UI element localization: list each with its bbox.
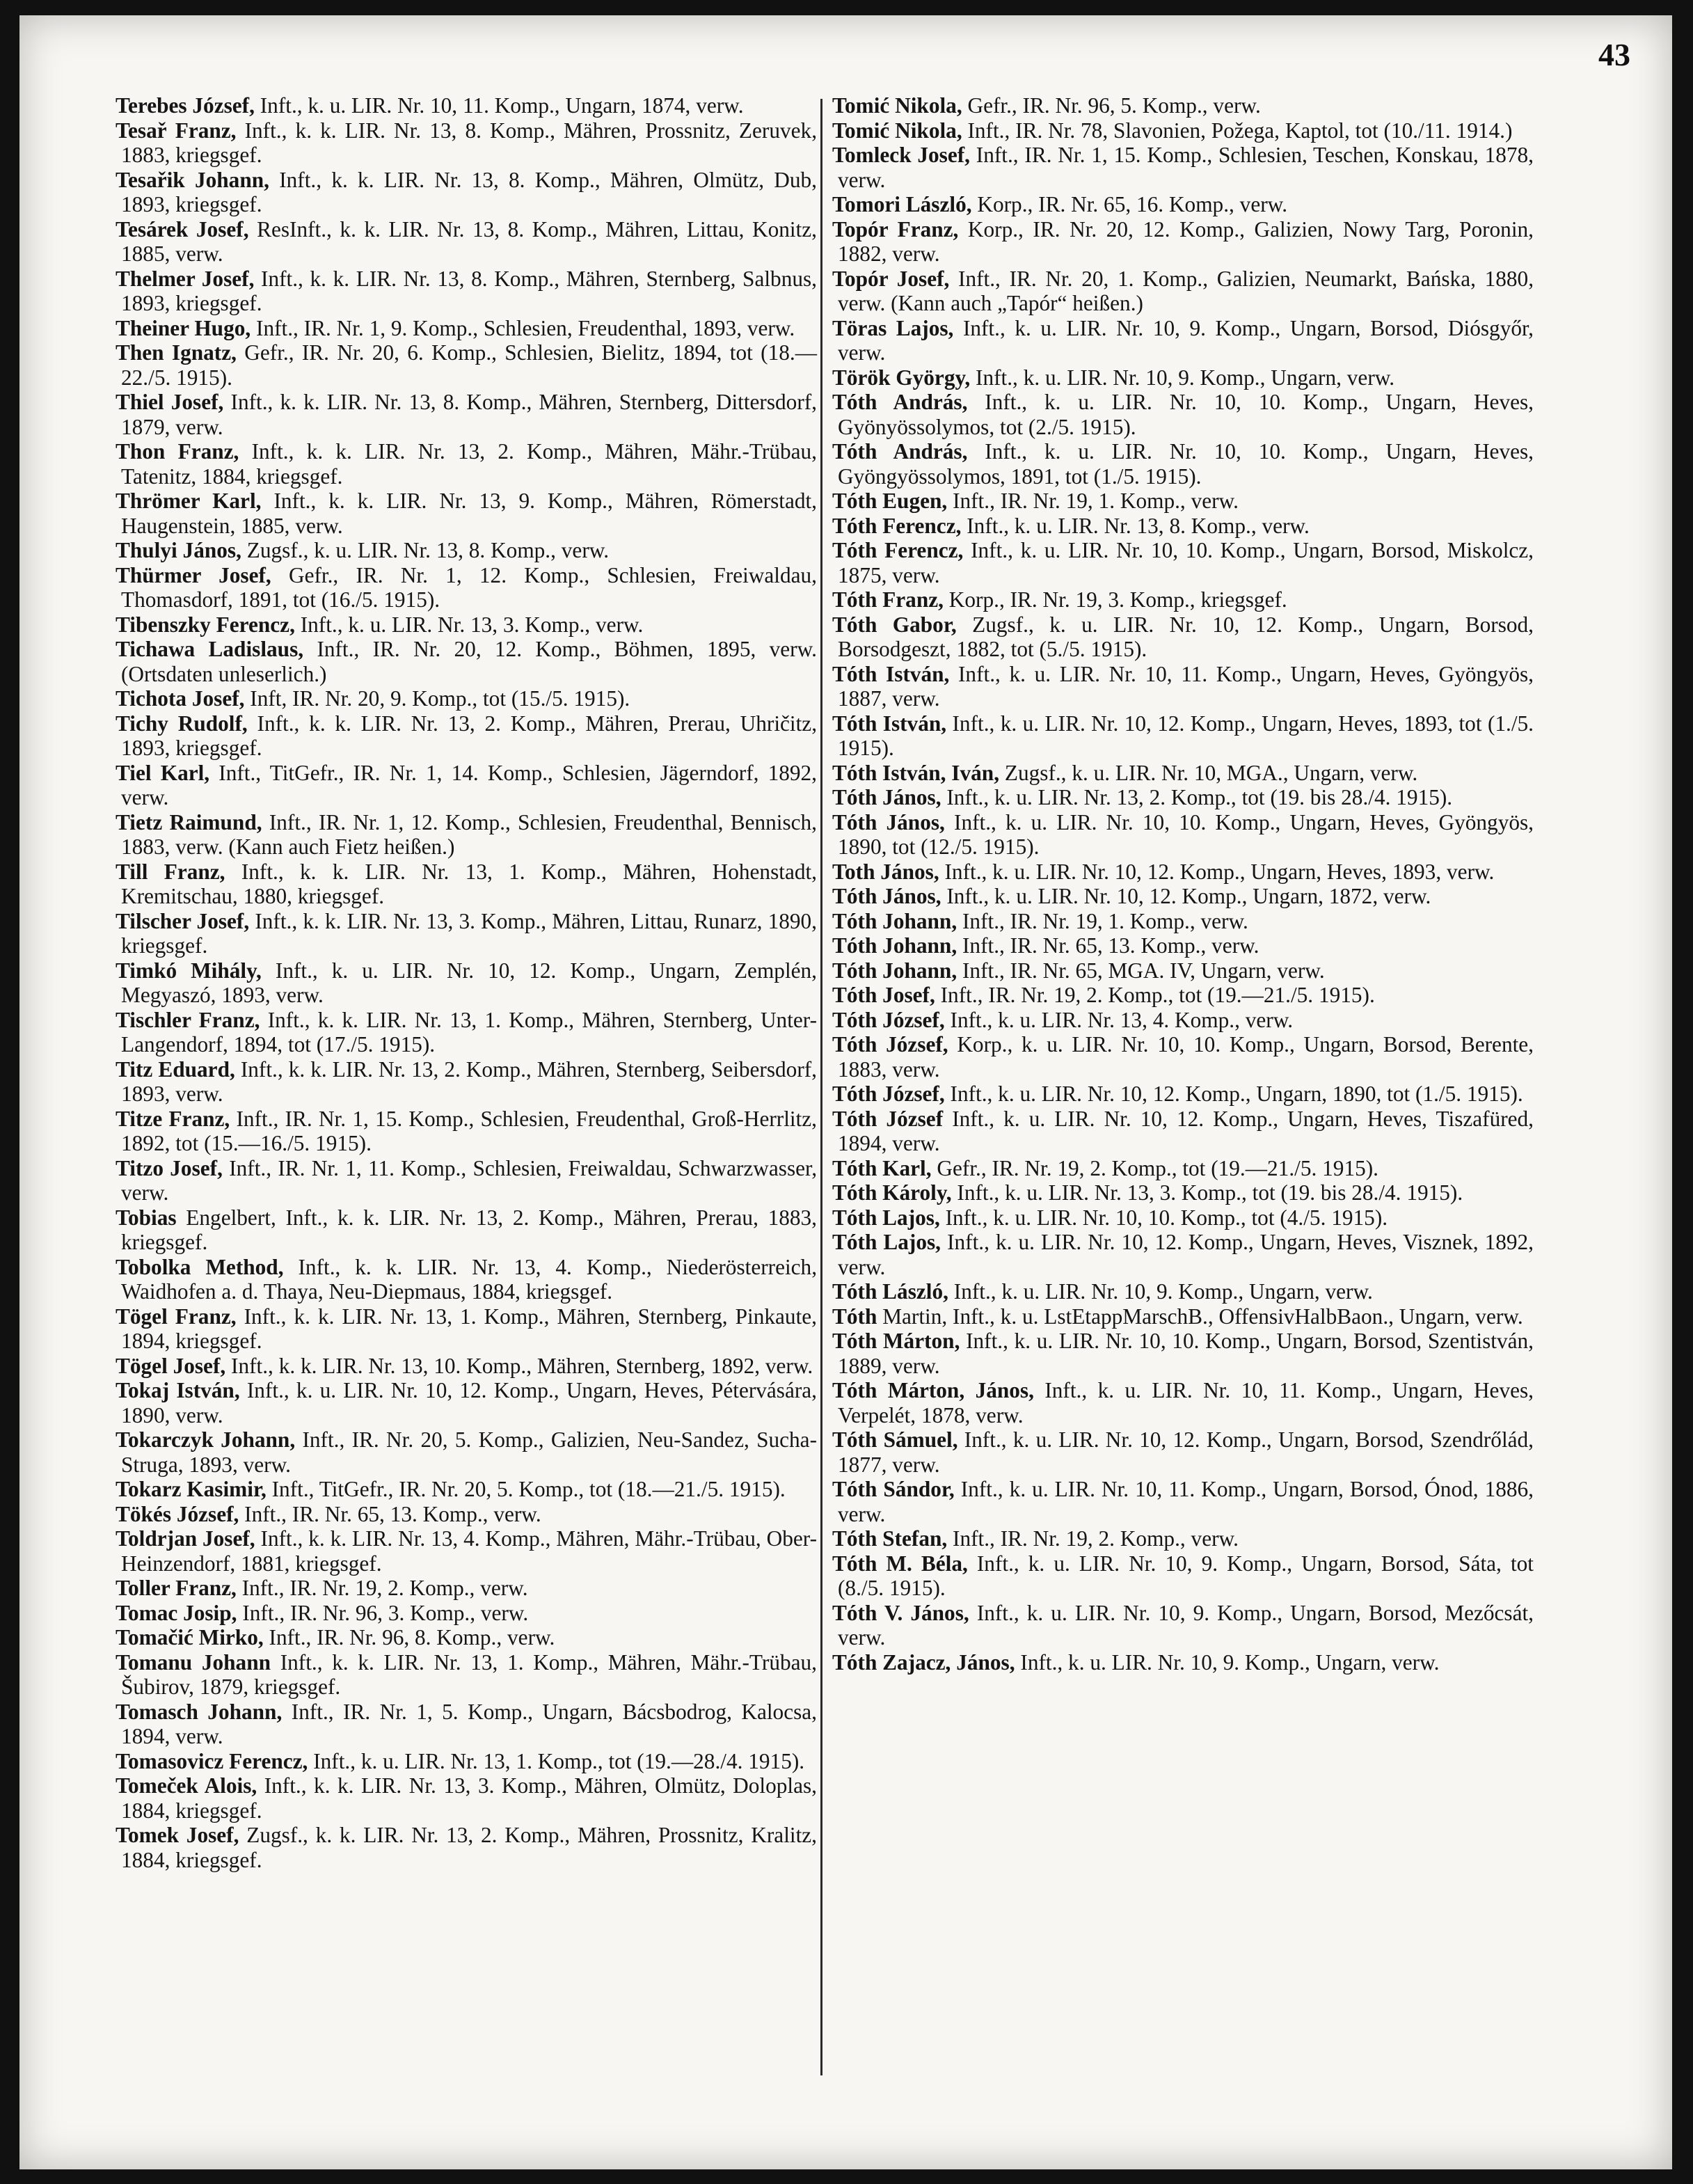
entry-surname: Titze Franz,: [116, 1106, 230, 1131]
entry-details: Inft., k. k. LIR. Nr. 13, 8. Komp., Mähren, Sternberg, Dittersdorf, 1879, verw.: [121, 390, 817, 439]
list-entry: [832, 1477, 1534, 1526]
entry-details: Inft., IR. Nr. 19, 2. Komp., verw.: [953, 1526, 1239, 1551]
entry-details: Inft., k. u. LIR. Nr. 10, 10. Komp., tot (4./5. 1915).: [945, 1205, 1388, 1230]
list-entry: [832, 217, 1534, 267]
list-entry: [116, 810, 817, 860]
entry-surname: Tibenszky Ferencz,: [116, 612, 295, 637]
page-number: 43: [1598, 37, 1630, 72]
entry-surname: Tóth Johann,: [832, 908, 957, 933]
entry-surname: Tóth András,: [832, 390, 968, 414]
list-entry: [832, 761, 1534, 786]
entry-surname: Tökés József,: [116, 1501, 239, 1526]
entry-details: Inft., IR. Nr. 19, 2. Komp., verw.: [241, 1576, 528, 1600]
entry-surname: Toth János,: [832, 859, 939, 884]
entry-details: Korp., IR. Nr. 19, 3. Komp., kriegsgef.: [948, 587, 1287, 612]
entry-surname: Tomasch Johann,: [116, 1699, 283, 1724]
entry-details: Inft., k. u. LIR. Nr. 10, 11. Komp., Ungarn, Borsod, Ónod, 1886, verw.: [838, 1477, 1534, 1526]
entry-details: Inft., k. u. LIR. Nr. 10, 10. Komp., Ungarn, Heves, Gyönyössolymos, tot (2./5. 1915).: [838, 390, 1534, 439]
entry-details: Korp., IR. Nr. 20, 12. Komp., Galizien, Nowy Targ, Poronin, 1882, verw.: [838, 216, 1534, 266]
list-entry: [116, 1205, 817, 1255]
entry-surname: Tóth István,: [832, 661, 950, 686]
list-entry: [832, 1378, 1534, 1427]
list-entry: [832, 439, 1534, 489]
entry-details: ResInft., k. k. LIR. Nr. 13, 8. Komp., Mähren, Littau, Konitz, 1885, verw.: [121, 216, 818, 266]
list-entry: [116, 1502, 817, 1527]
entry-details: Inft., k. u. LIR. Nr. 13, 2. Komp., tot (19. bis 28./4. 1915).: [946, 785, 1453, 809]
list-entry: [832, 983, 1534, 1008]
entry-details: Inft., k. u. LIR. Nr. 10, 11. Komp., Ungarn, 1874, verw.: [260, 93, 744, 118]
list-entry: [116, 637, 817, 686]
entry-surname: Tóth József,: [832, 1032, 948, 1057]
entry-details: Inft., IR. Nr. 20, 5. Komp., Galizien, Neu-Sandez, Sucha-Struga, 1893, verw.: [121, 1427, 817, 1477]
entry-surname: Topór Josef,: [832, 266, 950, 291]
list-entry: [116, 316, 817, 341]
entry-surname: Tomleck Josef,: [832, 143, 970, 167]
entry-details: Inft., k. u. LIR. Nr. 13, 8. Komp., verw.: [967, 513, 1310, 538]
entry-details: Inft., k. u. LIR. Nr. 10, 12. Komp., Ungarn, Heves, Pétervására, 1890, verw.: [121, 1378, 818, 1427]
entry-surname: Tomasovicz Ferencz,: [116, 1748, 308, 1773]
list-entry: [116, 489, 817, 538]
entry-details: Inft., k. u. LIR. Nr. 10, 12. Komp., Ungarn, Zemplén, Megyaszó, 1893, verw.: [121, 958, 818, 1007]
entry-surname: Tóth Johann,: [832, 933, 957, 958]
document-page: [19, 15, 1672, 2169]
entry-surname: Tesařik Johann,: [116, 167, 269, 192]
list-entry: [116, 1008, 817, 1057]
entry-details: Inft., k. k. LIR. Nr. 13, 1. Komp., Mähren, Sternberg, Unter-Langendorf, 1894, tot (17./5. 1915).: [121, 1007, 818, 1057]
entry-surname: Thiel Josef,: [116, 390, 224, 414]
entry-surname: Tobias: [116, 1205, 177, 1230]
right-column: [832, 93, 1534, 1675]
entry-surname: Tokarz Kasimir,: [116, 1477, 267, 1501]
entry-details: Inft., k. k. LIR. Nr. 13, 9. Komp., Mähren, Römerstadt, Haugenstein, 1885, verw.: [121, 489, 818, 538]
entry-surname: Titzo Josef,: [116, 1155, 223, 1180]
entry-surname: Tichota Josef,: [116, 686, 245, 711]
entry-surname: Tóth V. János,: [832, 1600, 969, 1625]
entry-details: Inft., TitGefr., IR. Nr. 20, 5. Komp., tot (18.—21./5. 1915).: [271, 1477, 786, 1501]
list-entry: [116, 1354, 817, 1379]
entry-surname: Tóth András,: [832, 439, 968, 464]
list-entry: [116, 1650, 817, 1700]
entry-surname: Toldrjan Josef,: [116, 1526, 255, 1551]
column-divider: [820, 99, 822, 2075]
entry-details: Gefr., IR. Nr. 20, 6. Komp., Schlesien, Bielitz, 1894, tot (18.—22./5. 1915).: [121, 340, 817, 390]
entry-details: Gefr., IR. Nr. 19, 2. Komp., tot (19.—21./5. 1915).: [937, 1155, 1378, 1180]
entry-surname: Tóth Johann,: [832, 958, 957, 983]
list-entry: [832, 933, 1534, 958]
entry-details: Inft., IR. Nr. 96, 3. Komp., verw.: [242, 1600, 529, 1625]
list-entry: [116, 168, 817, 217]
entry-details: Inft., k. k. LIR. Nr. 13, 10. Komp., Mähren, Sternberg, 1892, verw.: [231, 1353, 813, 1378]
entry-details: Inft., IR. Nr. 96, 8. Komp., verw.: [269, 1625, 555, 1649]
entry-surname: Tilscher Josef,: [116, 908, 250, 933]
entry-surname: Tóth Ferencz,: [832, 513, 962, 538]
entry-surname: Tomac Josip,: [116, 1600, 237, 1625]
entry-surname: Titz Eduard,: [116, 1057, 235, 1082]
entry-details: Inft., IR. Nr. 65, 13. Komp., verw.: [962, 933, 1259, 958]
entry-surname: Tomek Josef,: [116, 1823, 239, 1847]
list-entry: [116, 93, 817, 118]
list-entry: [832, 538, 1534, 587]
list-entry: [832, 316, 1534, 365]
list-entry: [832, 1205, 1534, 1231]
list-entry: [832, 1551, 1534, 1601]
entry-surname: Tóth József,: [832, 1082, 945, 1106]
list-entry: [116, 1700, 817, 1749]
entry-surname: Thrömer Karl,: [116, 489, 262, 513]
entry-details: Inft., k. u. LIR. Nr. 10, 9. Komp., Ungarn, Borsod, Mezőcsát, verw.: [838, 1600, 1534, 1649]
entry-surname: Tomanu Johann: [116, 1649, 271, 1675]
entry-details: Inft., k. k. LIR. Nr. 13, 2. Komp., Mähren, Mähr.-Trübau, Tatenitz, 1884, kriegsgef.: [121, 439, 817, 489]
list-entry: [116, 118, 817, 168]
list-entry: [832, 884, 1534, 909]
entry-surname: Tokarczyk Johann,: [116, 1427, 296, 1452]
list-entry: [116, 1304, 817, 1354]
entry-details: Inft., IR. Nr. 78, Slavonien, Požega, Kaptol, tot (10./11. 1914.): [967, 118, 1513, 143]
entry-surname: Tóth János,: [832, 785, 941, 809]
entry-surname: Tomačić Mirko,: [116, 1625, 264, 1649]
list-entry: [832, 1427, 1534, 1477]
entry-surname: Tomeček Alois,: [116, 1773, 257, 1798]
entry-surname: Tóth Márton,: [832, 1329, 960, 1353]
entry-details: Korp., k. u. LIR. Nr. 10, 10. Komp., Ungarn, Borsod, Berente, 1883, verw.: [838, 1032, 1534, 1082]
list-entry: [116, 1255, 817, 1304]
list-entry: [832, 1156, 1534, 1181]
entry-surname: Tóth Sándor,: [832, 1477, 955, 1501]
entry-details: Inft., k. u. LIR. Nr. 10, 12. Komp., Ungarn, 1872, verw.: [946, 884, 1431, 908]
entry-details: Inft., IR. Nr. 19, 2. Komp., tot (19.—21./5. 1915).: [940, 983, 1375, 1007]
list-entry: [116, 1427, 817, 1477]
entry-surname: Tóth István,: [832, 711, 947, 736]
entry-surname: Tóth Lajos,: [832, 1205, 940, 1230]
entry-details: Inft., k. k. LIR. Nr. 13, 1. Komp., Mähren, Mähr.-Trübau, Šubirov, 1879, kriegsgef.: [121, 1649, 818, 1699]
entry-surname: Tóth Josef,: [832, 983, 935, 1007]
entry-surname: Tóth Gabor,: [832, 612, 957, 637]
entry-details: Inft, IR. Nr. 20, 9. Komp., tot (15./5. 1915).: [250, 686, 630, 711]
entry-details: Inft., IR. Nr. 19, 1. Komp., verw.: [962, 908, 1248, 933]
list-entry: [832, 1180, 1534, 1205]
entry-surname: Tóth József,: [832, 1007, 945, 1032]
entry-details: Inft., k. u. LIR. Nr. 10, 9. Komp., Ungarn, verw.: [1020, 1649, 1440, 1675]
list-entry: [832, 1032, 1534, 1082]
list-entry: [116, 761, 817, 810]
entry-surname: Tóth: [832, 1304, 877, 1329]
list-entry: [832, 587, 1534, 612]
entry-details: Inft., k. u. LIR. Nr. 13, 1. Komp., tot (19.—28./4. 1915).: [313, 1748, 805, 1773]
entry-details: Inft., k. k. LIR. Nr. 13, 8. Komp., Mähren, Olmütz, Dub, 1893, kriegsgef.: [121, 167, 818, 216]
entry-surname: Tichy Rudolf,: [116, 711, 248, 736]
entry-details: Inft., k. u. LIR. Nr. 10, 11. Komp., Ungarn, Heves, Verpelét, 1878, verw.: [838, 1378, 1534, 1427]
list-entry: [116, 1601, 817, 1626]
list-entry: [832, 958, 1534, 983]
entry-details: Zugsf., k. u. LIR. Nr. 10, MGA., Ungarn, verw.: [1004, 760, 1418, 785]
list-entry: [832, 909, 1534, 934]
list-entry: [116, 711, 817, 761]
entry-surname: Tóth Zajacz, János,: [832, 1649, 1015, 1675]
entry-surname: Tóth Károly,: [832, 1180, 952, 1205]
list-entry: [832, 1304, 1534, 1329]
entry-details: Inft., k. u. LIR. Nr. 10, 11. Komp., Ungarn, Heves, Gyöngyös, 1887, verw.: [838, 661, 1534, 711]
list-entry: [116, 1576, 817, 1601]
list-entry: [116, 1107, 817, 1156]
entry-details: Inft., k. u. LIR. Nr. 10, 9. Komp., Ungarn, verw.: [953, 1279, 1373, 1304]
entry-details: Inft., k. u. LIR. Nr. 10, 10. Komp., Ungarn, Borsod, Miskolcz, 1875, verw.: [838, 538, 1534, 587]
entry-surname: Tóth János,: [832, 809, 945, 834]
list-entry: [832, 711, 1534, 761]
entry-details: Inft., k. u. LIR. Nr. 10, 9. Komp., Ungarn, Borsod, Sáta, tot (8./5. 1915).: [838, 1551, 1534, 1600]
entry-details: Inft., k. k. LIR. Nr. 13, 4. Komp., Mähren, Mähr.-Trübau, Ober-Heinzendorf, 1881, kriegsgef.: [121, 1526, 817, 1576]
entry-details: Korp., IR. Nr. 65, 16. Komp., verw.: [977, 192, 1288, 216]
list-entry: [116, 686, 817, 711]
list-entry: [116, 1526, 817, 1576]
entry-details: Inft., IR. Nr. 20, 12. Komp., Böhmen, 1895, verw. (Ortsdaten unleserlich.): [121, 637, 817, 686]
entry-details: Inft., k. u. LIR. Nr. 10, 12. Komp., Ungarn, Borsod, Szendrőlád, 1877, verw.: [838, 1427, 1534, 1477]
entry-details: Zugsf., k. k. LIR. Nr. 13, 2. Komp., Mähren, Prossnitz, Kralitz, 1884, kriegsgef.: [121, 1823, 817, 1872]
list-entry: [116, 1773, 817, 1823]
list-entry: [116, 1057, 817, 1107]
list-entry: [116, 538, 817, 563]
entry-surname: Tietz Raimund,: [116, 809, 262, 834]
entry-details: Inft., k. k. LIR. Nr. 13, 3. Komp., Mähren, Olmütz, Doloplas, 1884, kriegsgef.: [121, 1773, 817, 1823]
entry-details: Inft., k. k. LIR. Nr. 13, 8. Komp., Mähren, Prossnitz, Zeruvek, 1883, kriegsgef.: [121, 118, 818, 167]
entry-surname: Tobolka Method,: [116, 1254, 284, 1279]
list-entry: [832, 143, 1534, 192]
entry-surname: Tiel Karl,: [116, 760, 210, 785]
entry-details: Inft., k. k. LIR. Nr. 13, 3. Komp., Mähren, Littau, Runarz, 1890, kriegsgef.: [121, 908, 817, 958]
list-entry: [116, 958, 817, 1008]
entry-details: Inft., IR. Nr. 1, 15. Komp., Schlesien, Teschen, Konskau, 1878, verw.: [838, 143, 1534, 192]
list-entry: [832, 612, 1534, 662]
entry-surname: Tóth Eugen,: [832, 489, 948, 513]
entry-details: Inft., k. u. LIR. Nr. 10, 10. Komp., Ungarn, Borsod, Szentistván, 1889, verw.: [838, 1329, 1534, 1378]
entry-surname: Thon Franz,: [116, 439, 239, 464]
entry-details: Inft., k. u. LIR. Nr. 10, 10. Komp., Ungarn, Heves, Gyöngyös, 1890, tot (12./5. 1915).: [838, 809, 1534, 859]
entry-details: Inft., k. u. LIR. Nr. 13, 3. Komp., verw.: [300, 612, 644, 637]
entry-details: Inft., k. u. LIR. Nr. 10, 12. Komp., Ungarn, Heves, Visznek, 1892, verw.: [838, 1230, 1534, 1279]
list-entry: [832, 1329, 1534, 1378]
entry-surname: Tóth Sámuel,: [832, 1427, 958, 1452]
list-entry: [832, 489, 1534, 514]
list-entry: [832, 267, 1534, 316]
entry-surname: Tóth Márton, János,: [832, 1378, 1034, 1402]
entry-details: Martin, Inft., k. u. LstEtappMarschB., OffensivHalbBaon., Ungarn, verw.: [882, 1304, 1523, 1329]
entry-surname: Terebes József,: [116, 93, 255, 118]
list-entry: [116, 267, 817, 316]
list-entry: [832, 860, 1534, 885]
list-entry: [832, 1230, 1534, 1279]
list-entry: [832, 785, 1534, 810]
entry-details: Inft., IR. Nr. 1, 11. Komp., Schlesien, Freiwaldau, Schwarzwasser, verw.: [121, 1155, 818, 1205]
list-entry: [116, 1823, 817, 1872]
entry-details: Inft., k. k. LIR. Nr. 13, 2. Komp., Mähren, Prerau, Uhričitz, 1893, kriegsgef.: [121, 711, 818, 760]
list-entry: [832, 1107, 1534, 1156]
entry-surname: Tóth József: [832, 1106, 944, 1131]
entry-surname: Then Ignatz,: [116, 340, 237, 365]
list-entry: [116, 909, 817, 958]
entry-details: Inft., IR. Nr. 1, 5. Komp., Ungarn, Bácsbodrog, Kalocsa, 1894, verw.: [121, 1699, 817, 1748]
list-entry: [832, 365, 1534, 390]
entry-details: Inft., k. u. LIR. Nr. 10, 12. Komp., Ungarn, 1890, tot (1./5. 1915).: [950, 1082, 1523, 1106]
entry-surname: Tögel Josef,: [116, 1353, 226, 1378]
list-entry: [116, 340, 817, 390]
entry-details: Inft., k. u. LIR. Nr. 10, 12. Komp., Ungarn, Heves, Tiszafüred, 1894, verw.: [838, 1106, 1534, 1155]
entry-details: Zugsf., k. u. LIR. Nr. 10, 12. Komp., Ungarn, Borsod, Borsodgeszt, 1882, tot (5./5. 1915).: [838, 612, 1534, 661]
entry-details: Inft., IR. Nr. 65, MGA. IV, Ungarn, verw.: [962, 958, 1325, 983]
entry-details: Inft., IR. Nr. 19, 1. Komp., verw.: [953, 489, 1239, 513]
list-entry: [832, 810, 1534, 860]
entry-details: Inft., k. k. LIR. Nr. 13, 4. Komp., Niederösterreich, Waidhofen a. d. Thaya, Neu-Diepmaus, 1884, kriegsgef.: [121, 1254, 818, 1304]
entry-details: Zugsf., k. u. LIR. Nr. 13, 8. Komp., verw.: [246, 538, 610, 562]
list-entry: [832, 1279, 1534, 1304]
list-entry: [832, 390, 1534, 439]
entry-surname: Tomić Nikola,: [832, 118, 962, 143]
entry-details: Inft., k. k. LIR. Nr. 13, 1. Komp., Mähren, Sternberg, Pinkaute, 1894, kriegsgef.: [121, 1304, 817, 1353]
entry-surname: Thulyi János,: [116, 538, 241, 562]
entry-surname: Tóth Ferencz,: [832, 538, 964, 562]
list-entry: [832, 1008, 1534, 1033]
list-entry: [116, 390, 817, 439]
entry-surname: Tóth Karl,: [832, 1155, 932, 1180]
entry-surname: Thelmer Josef,: [116, 266, 255, 291]
entry-surname: Tesař Franz,: [116, 118, 237, 143]
list-entry: [832, 1082, 1534, 1107]
entry-surname: Tóth Stefan,: [832, 1526, 948, 1551]
entry-surname: Timkó Mihály,: [116, 958, 262, 983]
entry-surname: Töras Lajos,: [832, 315, 954, 340]
entry-surname: Tóth Franz,: [832, 587, 944, 612]
entry-details: Inft., k. u. LIR. Nr. 10, 9. Komp., Ungarn, Borsod, Diósgyőr, verw.: [838, 315, 1534, 365]
list-entry: [832, 662, 1534, 711]
list-entry: [832, 93, 1534, 118]
entry-details: Inft., IR. Nr. 20, 1. Komp., Galizien, Neumarkt, Bańska, 1880, verw. (Kann auch „Tapór“ heißen.): [838, 266, 1534, 315]
list-entry: [832, 1601, 1534, 1650]
entry-surname: Tóth János,: [832, 884, 941, 908]
list-entry: [116, 612, 817, 638]
entry-details: Inft., k. k. LIR. Nr. 13, 2. Komp., Mähren, Sternberg, Seibersdorf, 1893, verw.: [121, 1057, 817, 1106]
list-entry: [116, 1625, 817, 1650]
entry-details: Inft., k. k. LIR. Nr. 13, 8. Komp., Mähren, Sternberg, Salbnus, 1893, kriegsgef.: [121, 266, 818, 315]
entry-surname: Thürmer Josef,: [116, 562, 271, 587]
entry-surname: Topór Franz,: [832, 216, 959, 242]
entry-details: Inft., k. u. LIR. Nr. 10, 12. Komp., Ungarn, Heves, 1893, verw.: [944, 859, 1495, 884]
entry-details: Inft., IR. Nr. 1, 12. Komp., Schlesien, Freudenthal, Bennisch, 1883, verw. (Kann auch Fietz heißen.): [121, 809, 817, 859]
list-entry: [116, 1378, 817, 1427]
entry-details: Engelbert, Inft., k. k. LIR. Nr. 13, 2. Komp., Mähren, Prerau, 1883, kriegsgef.: [121, 1205, 817, 1254]
list-entry: [832, 1650, 1534, 1675]
entry-details: Inft., IR. Nr. 1, 15. Komp., Schlesien, Freudenthal, Groß-Herrlitz, 1892, tot (15.—16./5. 1915).: [121, 1106, 818, 1155]
list-entry: [116, 439, 817, 489]
entry-details: Inft., k. u. LIR. Nr. 10, 12. Komp., Ungarn, Heves, 1893, tot (1./5. 1915).: [838, 711, 1534, 760]
entry-surname: Török György,: [832, 365, 971, 390]
entry-details: Inft., k. u. LIR. Nr. 13, 4. Komp., verw.: [950, 1007, 1294, 1032]
entry-details: Inft., k. u. LIR. Nr. 10, 10. Komp., Ungarn, Heves, Gyöngyössolymos, 1891, tot (1./5. 1915).: [838, 439, 1534, 489]
list-entry: [832, 1526, 1534, 1551]
entry-surname: Tomić Nikola,: [832, 93, 962, 118]
entry-surname: Theiner Hugo,: [116, 315, 251, 340]
entry-details: Inft., k. u. LIR. Nr. 10, 9. Komp., Ungarn, verw.: [976, 365, 1395, 390]
entry-details: Inft., k. u. LIR. Nr. 13, 3. Komp., tot (19. bis 28./4. 1915).: [957, 1180, 1463, 1205]
list-entry: [116, 860, 817, 909]
left-column: [116, 93, 817, 1872]
list-entry: [116, 1749, 817, 1774]
entry-surname: Tóth Lajos,: [832, 1230, 941, 1254]
entry-surname: Tischler Franz,: [116, 1007, 260, 1032]
entry-details: Inft., IR. Nr. 65, 13. Komp., verw.: [244, 1501, 541, 1526]
entry-surname: Till Franz,: [116, 859, 225, 884]
entry-surname: Tögel Franz,: [116, 1304, 237, 1329]
list-entry: [116, 1477, 817, 1502]
entry-details: Inft., IR. Nr. 1, 9. Komp., Schlesien, Freudenthal, 1893, verw.: [256, 315, 795, 340]
entry-details: Gefr., IR. Nr. 96, 5. Komp., verw.: [967, 93, 1261, 118]
entry-surname: Tokaj István,: [116, 1378, 240, 1402]
list-entry: [832, 118, 1534, 143]
entry-surname: Tichawa Ladislaus,: [116, 637, 304, 661]
entry-surname: Tóth László,: [832, 1279, 948, 1304]
list-entry: [832, 192, 1534, 217]
list-entry: [832, 514, 1534, 539]
list-entry: [116, 217, 817, 267]
entry-surname: Tomori László,: [832, 192, 972, 216]
entry-details: Inft., TitGefr., IR. Nr. 1, 14. Komp., Schlesien, Jägerndorf, 1892, verw.: [121, 760, 817, 809]
entry-details: Inft., k. k. LIR. Nr. 13, 1. Komp., Mähren, Hohenstadt, Kremitschau, 1880, kriegsgef.: [121, 859, 818, 908]
entry-surname: Tóth M. Béla,: [832, 1551, 968, 1576]
list-entry: [116, 1156, 817, 1205]
list-entry: [116, 563, 817, 612]
entry-surname: Toller Franz,: [116, 1576, 237, 1600]
entry-surname: Tesárek Josef,: [116, 216, 249, 242]
entry-surname: Tóth István, Iván,: [832, 760, 1000, 785]
entry-details: Gefr., IR. Nr. 1, 12. Komp., Schlesien, Freiwaldau, Thomasdorf, 1891, tot (16./5. 1915).: [121, 562, 817, 612]
